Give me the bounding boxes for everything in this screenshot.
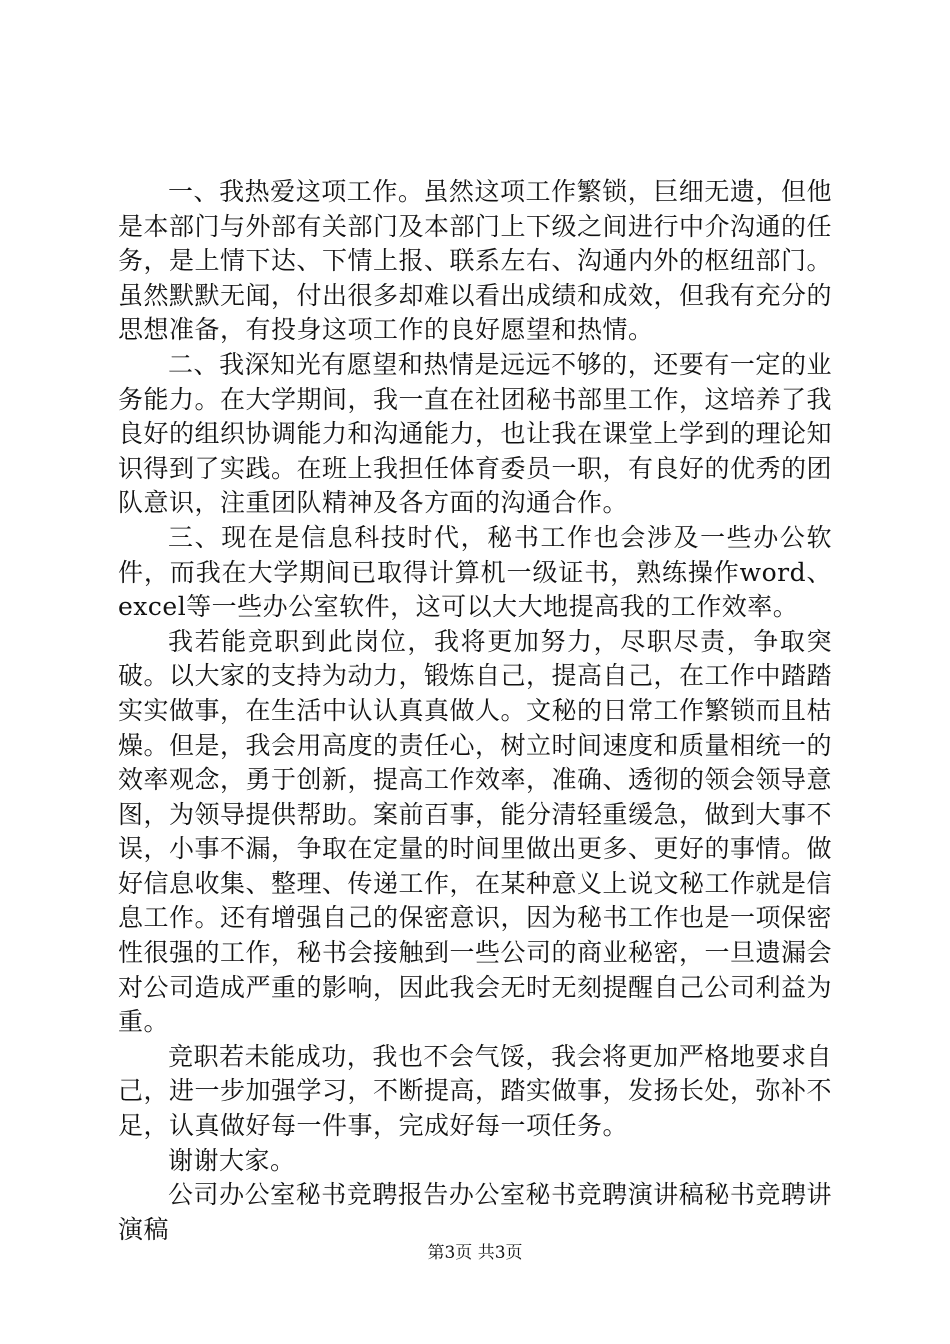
paragraph-software-skills: 三、现在是信息科技时代，秘书工作也会涉及一些办公软件，而我在大学期间已取得计算机一级证书，熟练操作word、excel等一些办公室软件，这可以大大地提高我的工作效率。 xyxy=(118,522,832,622)
paragraph-if-selected: 我若能竞职到此岗位，我将更加努力，尽职尽责，争取突破。以大家的支持为动力，锻炼自己，提高自己，在工作中踏踏实实做事，在生活中认认真真做人。文秘的日常工作繁锁而且枯燥。但是，我会用高度的责任心，树立时间速度和质量相统一的效率观念，勇于创新，提高工作效率，准确、透彻的领会领导意图，为领导提供帮助。案前百事，能分清轻重缓急，做到大事不误，小事不漏，争取在定量的时间里做出更多、更好的事情。做好信息收集、整理、传递工作，在某种意义上说文秘工作就是信息工作。还有增强自己的保密意识，因为秘书工作也是一项保密性很强的工作，秘书会接触到一些公司的商业秘密，一旦遗漏会对公司造成严重的影响，因此我会无时无刻提醒自己公司利益为重。 xyxy=(118,626,833,1037)
page-footer: 第3页 共3页 xyxy=(427,1243,523,1263)
paragraph-love-work: 一、我热爱这项工作。虽然这项工作繁锁，巨细无遗，但他是本部门与外部有关部门及本部门上下级之间进行中介沟通的任务，是上情下达、下情上报、联系左右、沟通内外的枢纽部门。虽然默默无闻，付出很多却难以看出成绩和成效，但我有充分的思想准备，有投身这项工作的良好愿望和热情。 xyxy=(118,177,833,345)
paragraph-thanks: 谢谢大家。 xyxy=(168,1145,296,1175)
document-body xyxy=(118,175,832,1247)
paragraph-if-not-selected: 竞职若未能成功，我也不会气馁，我会将更加严格地要求自己，进一步加强学习，不断提高，踏实做事，发扬长处，弥补不足，认真做好每一件事，完成好每一项任务。 xyxy=(118,1041,833,1141)
paragraph-ability: 二、我深知光有愿望和热情是远远不够的，还要有一定的业务能力。在大学期间，我一直在社团秘书部里工作，这培养了我良好的组织协调能力和沟通能力，也让我在课堂上学到的理论知识得到了实践。在班上我担任体育委员一职，有良好的优秀的团队意识，注重团队精神及各方面的沟通合作。 xyxy=(118,349,833,518)
paragraph-keywords: 公司办公室秘书竞聘报告办公室秘书竞聘演讲稿秘书竞聘讲演稿 xyxy=(118,1180,832,1244)
